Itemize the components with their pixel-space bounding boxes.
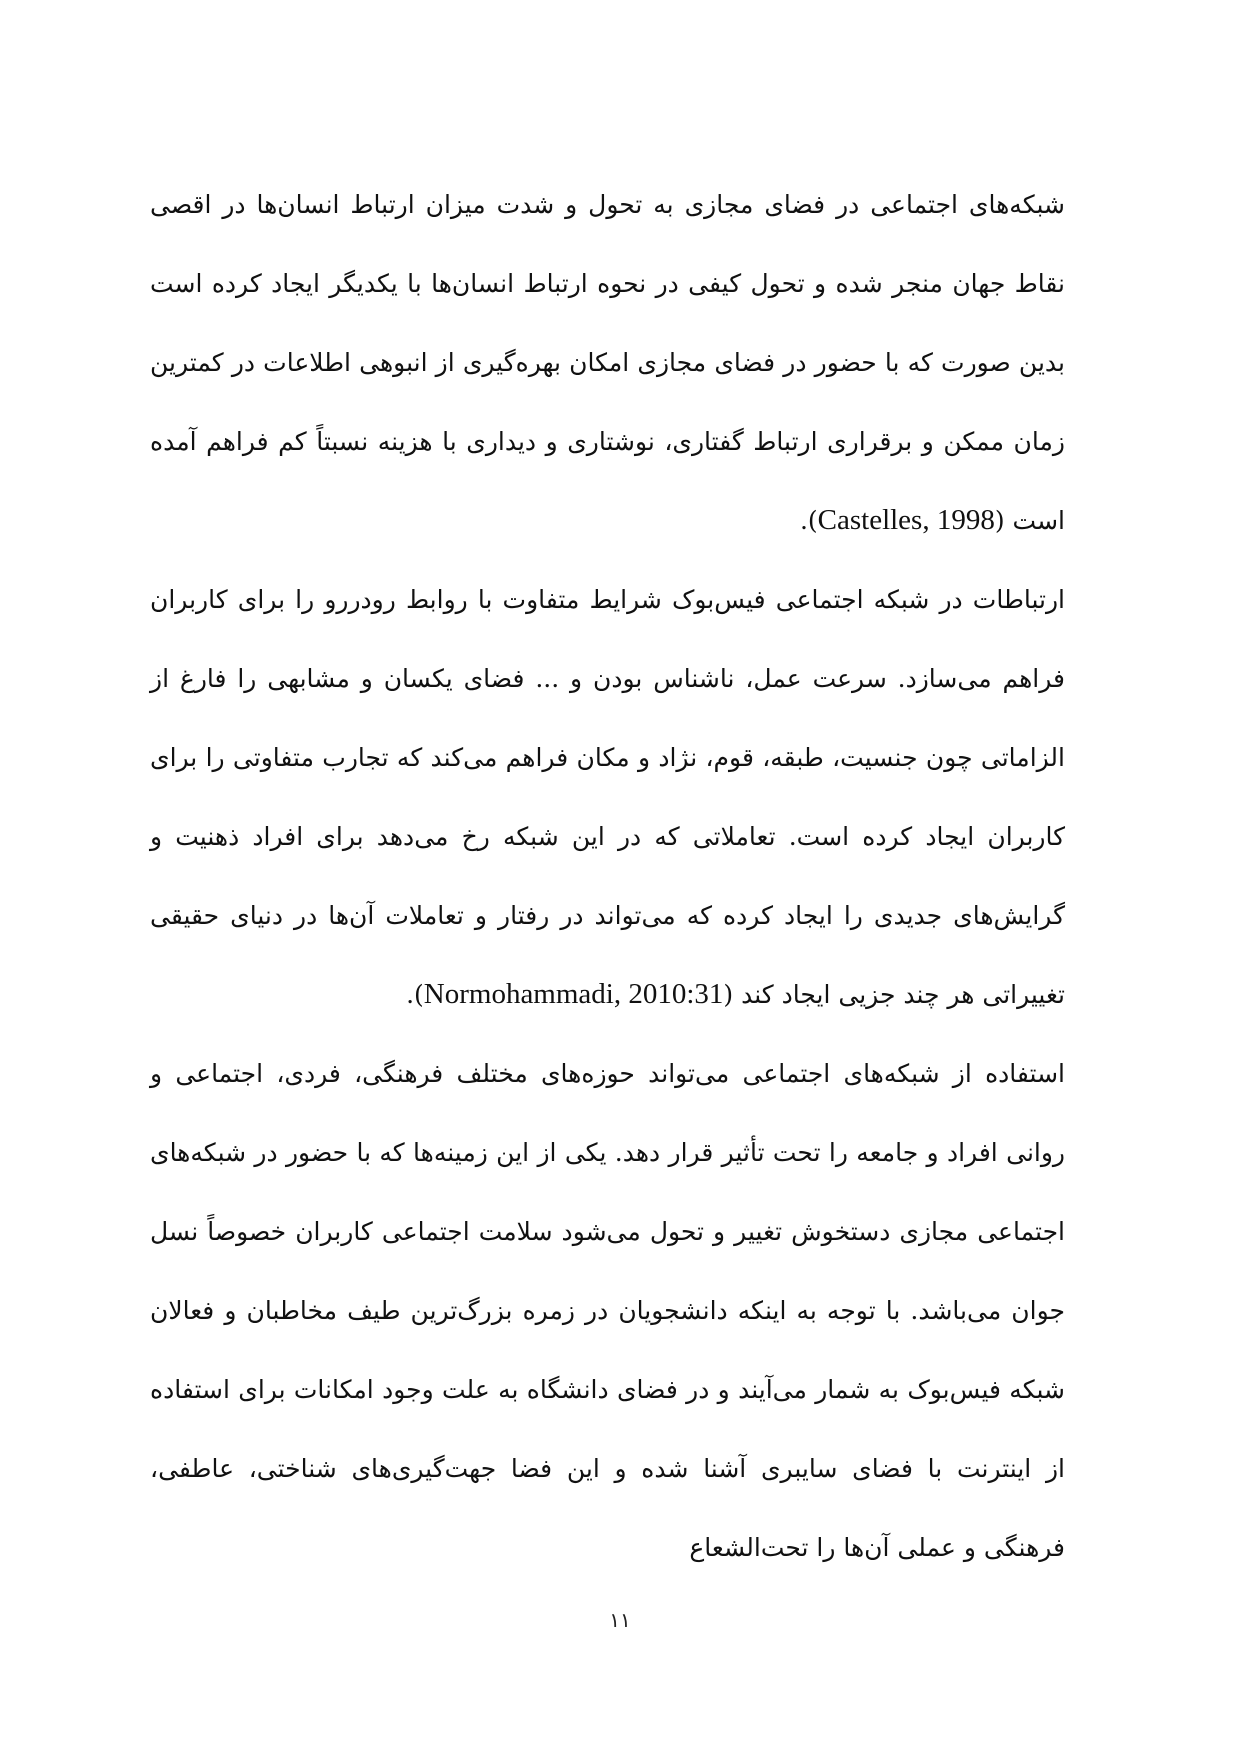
paragraph-1-tail: ).	[799, 506, 818, 535]
paragraph-1-text: شبکه‌های اجتماعی در فضای مجازی به تحول و شدت میزان ارتباط انسان‌ها در اقصی نقاط جهان منجر شده و تحول کیفی در نحوه ارتباط انسان‌ها با یکدیگر ایجاد کرده است بدین صورت که با حضور در فضای مجازی امکان بهره‌گیری از انبوهی اطلاعات در کمترین زمان ممکن و برقراری ارتباط گفتاری، نوشتاری و دیداری با هزینه نسبتاً کم فراهم آمده است (	[150, 190, 1065, 535]
document-body	[150, 165, 1065, 1587]
paragraph-2	[150, 560, 1065, 1034]
paragraph-2-tail: ).	[406, 980, 424, 1009]
paragraph-1	[150, 165, 1065, 560]
paragraph-3	[150, 1034, 1065, 1587]
page-number: ۱۱	[609, 1608, 631, 1632]
citation-normohammadi: Normohammadi, 2010:31	[423, 978, 724, 1010]
citation-castelles: Castelles, 1998	[817, 504, 995, 536]
paragraph-3-text: استفاده از شبکه‌های اجتماعی می‌تواند حوزه‌های مختلف فرهنگی، فردی، اجتماعی و روانی افراد و جامعه را تحت تأثیر قرار دهد. یکی از این زمینه‌ها که با حضور در شبکه‌های اجتماعی مجازی دستخوش تغییر و تحول می‌شود سلامت اجتماعی کاربران خصوصاً نسل جوان می‌باشد. با توجه به اینکه دانشجویان در زمره بزرگ‌ترین طیف مخاطبان و فعالان شبکه فیس‌بوک به شمار می‌آیند و در فضای دانشگاه به علت وجود امکانات برای استفاده از اینترنت با فضای سایبری آشنا شده و این فضا جهت‌گیری‌های شناختی، عاطفی، فرهنگی و عملی آن‌ها را تحت‌الشعاع	[150, 1059, 1065, 1562]
paragraph-2-text: ارتباطات در شبکه اجتماعی فیس‌بوک شرایط متفاوت با روابط رودررو را برای کاربران فراهم می‌سازد. سرعت عمل، ناشناس بودن و ... فضای یکسان و مشابهی را فارغ از الزاماتی چون جنسیت، طبقه، قوم، نژاد و مکان فراهم می‌کند که تجارب متفاوتی را برای کاربران ایجاد کرده است. تعاملاتی که در این شبکه رخ می‌دهد برای افراد ذهنیت و گرایش‌های جدیدی را ایجاد کرده که می‌تواند در رفتار و تعاملات آن‌ها در دنیای حقیقی تغییراتی هر چند جزیی ایجاد کند (	[150, 585, 1065, 1009]
